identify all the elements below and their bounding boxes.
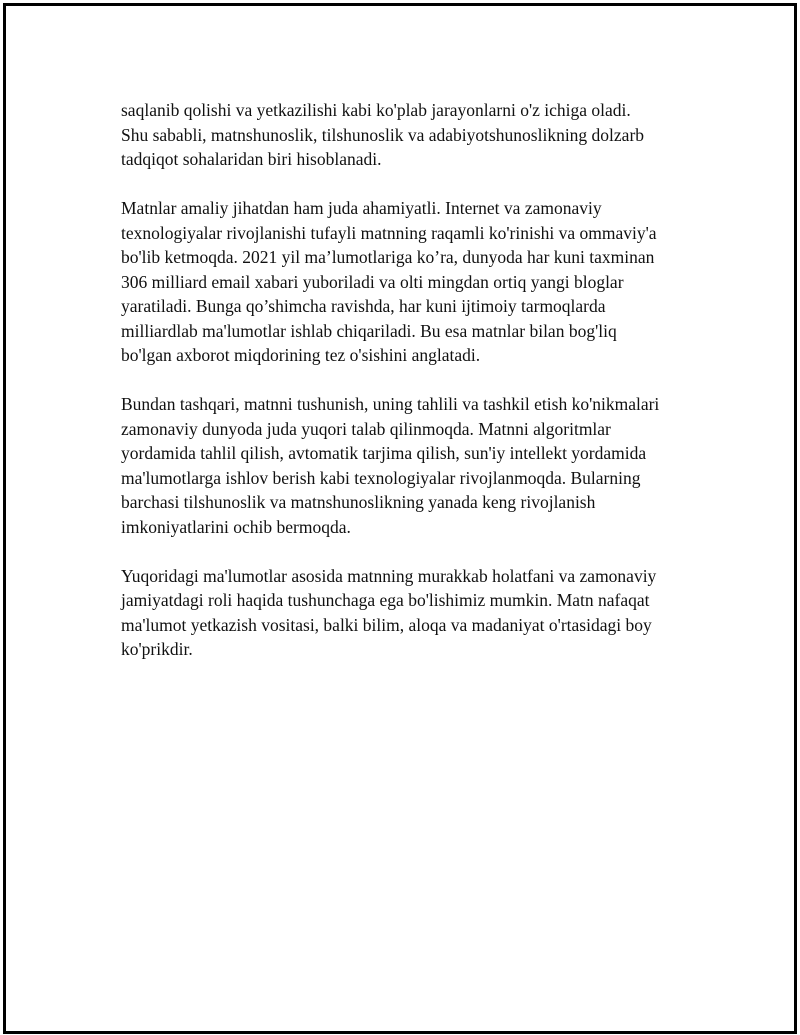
- paragraph-4: Yuqoridagi ma'lumotlar asosida matnning murakkab holatfani va zamonaviy jamiyatdagi roli haqida tushunchaga ega bo'lishimiz mumkin. Matn nafaqat ma'lumot yetkazish vositasi, balki bilim, aloqa va madaniyat o'rtasidagi boy ko'prikdir.: [121, 565, 657, 659]
- paragraph-1: saqlanib qolishi va yetkazilishi kabi ko'plab jarayonlarni o'z ichiga oladi. Shu sababli, matnshunoslik, tilshunoslik va adabiyotshunoslikning dolzarb tadqiqot sohalaridan biri hisoblanadi.: [121, 100, 645, 169]
- paragraph-2: Matnlar amaliy jihatdan ham juda ahamiyatli. Internet va zamonaviy texnologiyalar rivojlanishi tufayli matnning raqamli ko'rinishi va ommaviy'a bo'lib ketmoqda. 2021 yil ma’lumotlariga ko’ra, dunyoda har kuni taxminan 306 milliard email xabari yuboriladi va olti mingdan ortiq yangi bloglar yaratiladi. Bunga qo’shimcha ravishda, har kuni ijtimoiy tarmoqlarda milliardlab ma'lumotlar ishlab chiqariladi. Bu esa matnlar bilan bog'liq bo'lgan axborot miqdorining tez o'sishini anglatadi.: [121, 198, 657, 365]
- page-border: [3, 3, 797, 1034]
- paragraph-3: Bundan tashqari, matnni tushunish, uning tahlili va tashkil etish ko'nikmalari zamonaviy dunyoda juda yuqori talab qilinmoqda. Matnni algoritmlar yordamida tahlil qilish, avtomatik tarjima qilish, sun'iy intellekt yordamida ma'lumotlarga ishlov berish kabi texnologiyalar rivojlanmoqda. Bularning barchasi tilshunoslik va matnshunoslikning yanada keng rivojlanish imkoniyatlarini ochib bermoqda.: [121, 394, 660, 537]
- page-body: [121, 98, 701, 686]
